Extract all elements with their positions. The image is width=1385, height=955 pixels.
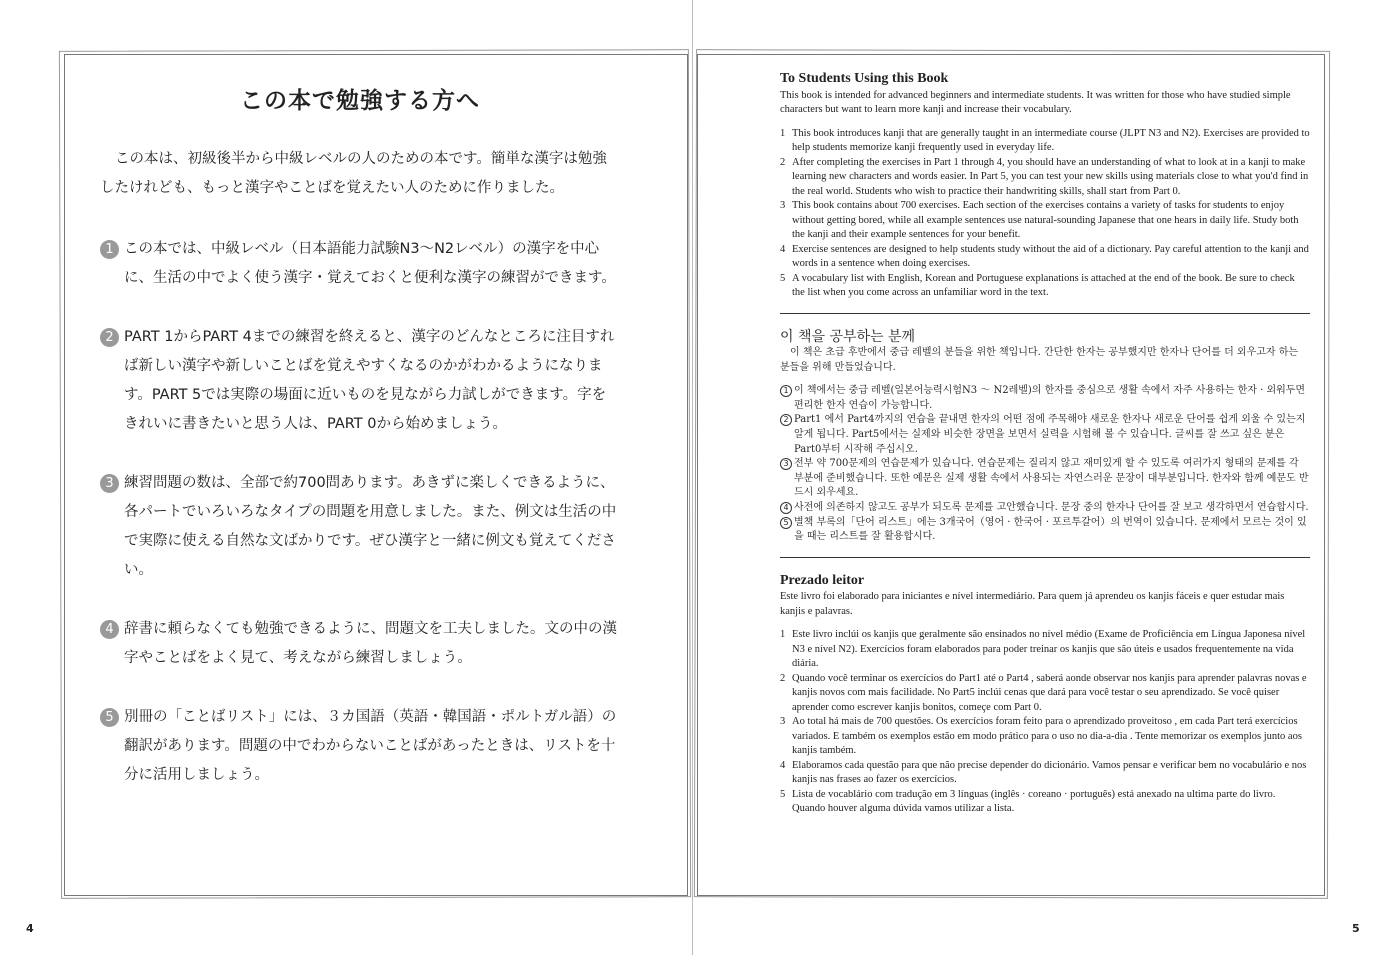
page-number-right: 5 [1352,922,1360,935]
page-title: この本で勉強する方へ [240,88,480,114]
korean-title: 이 책을 공부하는 분께 [780,328,916,345]
item-text: 전부 약 700문제의 연습문제가 있습니다. 연습문제는 질리지 않고 재미있게 할 수 있도록 여러가지 형태의 문제를 각 부분에 준비했습니다. 또한 예문은 실제 생활 속에서 사용되는 자연스러운 문장이 대부분입니다. 한자와 함께 예문도 반드시 외우세요. [794,458,1309,499]
list-item [780,501,1310,516]
item-number: 2 [780,414,792,426]
list-item [780,516,1310,545]
list-item-text: PART 1からPART 4までの練習を終えると、漢字のどんなところに注目すれば新しい漢字や新しいことばを覚えやすくなるのかがわかるようになります。PART 5では実際の場面に近いものを見ながら力試しができます。字をきれいに書きたいと思う人は、PART 0から始めましょう。 [124,329,615,432]
portuguese-section [780,574,1310,817]
list-item [780,628,1310,672]
item-number: 3 [780,200,786,211]
list-item-text: 練習問題の数は、全部で約700問あります。あきずに楽しくできるように、各パートでいろいろなタイプの問題を用意しました。また、例文は生活の中で実際に使える自然な文ばかりです。ぜひ漢字と一緒に例文も覚えてください。 [124,475,617,578]
list-item [100,615,620,673]
number-badge: 5 [100,708,119,727]
list-item [100,703,620,790]
portuguese-intro: Este livro foi elaborado para iniciantes e nível intermediário. Para quem já aprendeu os kanjis fáceis e quer estudar mais kanjis e palavras. [780,591,1285,617]
list-item-text: この本では、中級レベル（日本語能力試験N3～N2レベル）の漢字を中心に、生活の中でよく使う漢字・覚えておくと便利な漢字の練習ができます。 [124,241,616,286]
item-text: Exercise sentences are designed to help students study without the aid of a dictionary. Pay careful attention to the kanji and words in a sentence when doing exercises. [792,243,1309,269]
list-item [100,469,620,585]
list-item [780,384,1310,413]
english-list [780,127,1310,301]
list-item [780,672,1310,716]
item-number: 4 [780,759,786,771]
portuguese-list [780,628,1310,817]
list-item-text: 辞書に頼らなくても勉強できるように、問題文を工夫しました。文の中の漢字やことばをよく見て、考えながら練習しましょう。 [124,621,617,666]
item-text: A vocabulary list with English, Korean and Portuguese explanations is attached at the end of the book. Be sure to check the list when you come across an unfamiliar word in the text. [792,272,1295,298]
item-number: 4 [780,502,792,514]
list-item [780,127,1310,156]
number-badge: 3 [100,474,119,493]
list-item [780,272,1310,301]
page-number-left: 4 [26,922,34,935]
item-number: 5 [780,517,792,529]
list-item [780,413,1310,457]
item-text: 이 책에서는 중급 레벨(일본어능력시험N3 ～ N2레벨)의 한자를 중심으로 생활 속에서 자주 사용하는 한자 · 외워두면 편리한 한자 연습이 가능합니다. [794,385,1306,411]
korean-intro: 이 책은 초급 후반에서 중급 레벨의 분들을 위한 책입니다. 간단한 한자는 공부했지만 한자나 단어를 더 외우고자 하는 분들을 위해 만들었습니다. [780,347,1299,373]
number-badge: 2 [100,328,119,347]
item-number: 5 [780,788,786,800]
list-item [780,715,1310,759]
item-text: Part1 에서 Part4까지의 연습을 끝내면 한자의 어떤 점에 주목해야 새로운 한자나 새로운 단어를 쉽게 외울 수 있는지 알게 됩니다. Part5에서는 실제와 비슷한 장면을 보면서 실력을 시험해 볼 수 있습니다. 글씨를 잘 쓰고 싶은 분은 Part0부터 시작해 주십시오. [794,414,1306,455]
portuguese-title: Prezado leitor [780,572,865,588]
item-number: 5 [780,272,786,284]
item-text: Elaboramos cada questão para que não precise depender do dicionário. Vamos pensar e verificar bem no vocabulário e nos kanjis nas frases ao fazer os exercícios. [792,759,1307,786]
list-item [780,243,1310,272]
korean-list [780,384,1310,545]
english-title: To Students Using this Book [780,71,949,86]
number-badge: 1 [100,240,119,259]
item-text: This book introduces kanji that are generally taught in an intermediate course (JLPT N3 and N2). Exercises are provided to help students memorize kanji frequently used in everyday life. [792,127,1310,153]
korean-section [780,330,1310,545]
english-intro: This book is intended for advanced beginners and intermediate students. It was written for those who have studied simple characters but want to learn more kanji and increase their vocabulary. [780,89,1291,115]
list-item [780,156,1310,200]
right-page-content [780,72,1310,817]
list-item [780,457,1310,501]
item-number: 3 [780,716,786,728]
list-item [780,788,1310,817]
item-text: This book contains about 700 exercises. Each section of the exercises contains a variety of tasks for students to enjoy without getting bored, while all example sentences use natural-sounding Japanese that one hears in daily life. Study both the kanji and their example sentences for your benefit. [792,200,1299,240]
section-divider [780,313,1310,314]
item-number: 2 [780,156,786,168]
intro-paragraph: この本は、初級後半から中級レベルの人のための本です。簡単な漢字は勉強したけれども、もっと漢字やことばを覚えたい人のために作りました。 [100,151,607,196]
left-page-content [100,82,620,820]
item-number: 1 [780,629,786,641]
item-text: After completing the exercises in Part 1 through 4, you should have an understanding of what to look at in a kanji to make learning new characters and words easier. In Part 5, you can test your new skills using materials close to what you'd find in the real world. Students who wish to practice their handwriting skills, shall start from Part 0. [792,156,1309,197]
list-item [780,199,1310,243]
item-text: Este livro inclúi os kanjis que geralmente são ensinados no nível médio (Exame de Proficiência em Língua Japonesa nível N3 e nível N2). Exercícios foram elaborados para poder treinar os kanjis que são úteis e usados frequentemente na vida diária. [792,629,1306,670]
item-number: 4 [780,243,786,255]
item-number: 1 [780,385,792,397]
item-text: Quando você terminar os exercícios do Part1 até o Part4 , saberá aonde observar nos kanjis para aprender palavras novas e kanjis novos com mais facilidade. No Part5 inclúi cenas que dará para você testar o seu aprendizado. Se você quiser aprender como escrever kanjis bonitos, começe com Part 0. [792,672,1307,713]
list-item [100,235,620,293]
item-text: Ao total há mais de 700 questões. Os exercícios foram feito para o aprendizado proveitoso , em cada Part terá exercícios variados. E também os exemplos estão em modo prático para o uso no dia-a-dia . Tente memorizar os exemplos junto aos kanjis também. [792,716,1302,757]
section-divider [780,557,1310,558]
number-badge: 4 [100,620,119,639]
list-item [100,323,620,439]
item-number: 3 [780,458,792,470]
item-number: 2 [780,672,786,684]
item-text: Lista de vocablário com tradução em 3 línguas (inglês · coreano · português) está anexado na ultima parte do livro. Quando houver alguma dúvida vamos utilizar a lista. [792,788,1276,815]
book-spine [692,0,693,955]
item-text: 별책 부록의「단어 리스트」에는 3개국어（영어 · 한국어 · 포르투갈어）의 번역이 있습니다. 문제에서 모르는 것이 있을 때는 리스트를 잘 활용합시다. [794,516,1307,543]
english-section [780,72,1310,301]
item-number: 1 [780,127,786,139]
list-item-text: 別冊の「ことばリスト」には、３カ国語（英語・韓国語・ポルトガル語）の翻訳があります。問題の中でわからないことばがあったときは、リストを十分に活用しましょう。 [124,709,617,783]
item-text: 사전에 의존하지 않고도 공부가 되도록 문제를 고안했습니다. 문장 중의 한자나 단어를 잘 보고 생각하면서 연습합시다. [794,502,1309,514]
list-item [780,759,1310,788]
